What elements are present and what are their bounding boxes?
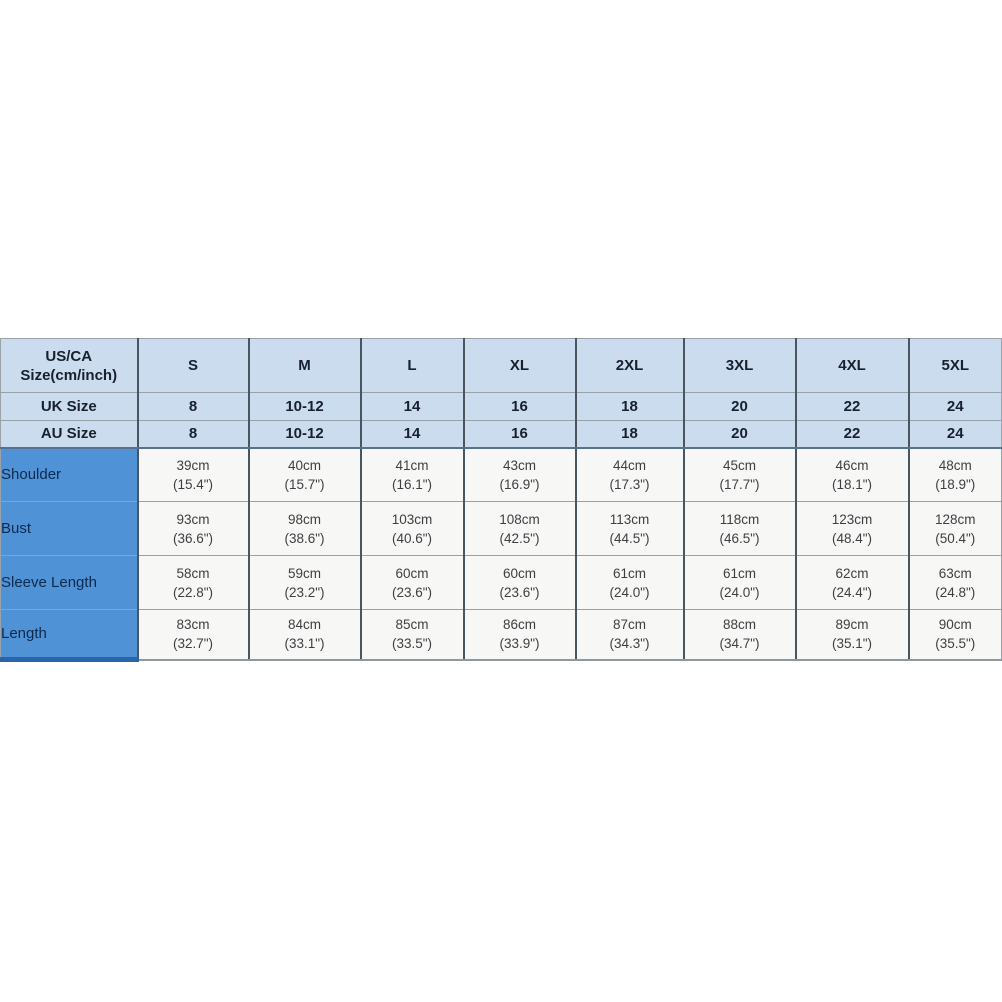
- value-inch: (42.5"): [499, 530, 540, 546]
- measurement-value-cell: [796, 502, 909, 556]
- value-inch: (22.8"): [172, 584, 214, 600]
- size-column-header-l: L: [361, 339, 464, 393]
- value-inch: (18.1"): [831, 476, 873, 492]
- value-cm: 46cm: [835, 457, 869, 473]
- value-inch: (17.3"): [609, 476, 650, 492]
- value-inch: (16.9"): [499, 476, 540, 492]
- value-cm: 108cm: [499, 511, 540, 527]
- row-label-cell: AU Size: [1, 421, 138, 448]
- table-header: [1, 339, 1002, 448]
- size-value-cell: 10-12: [249, 393, 361, 421]
- value-inch: (24.4"): [831, 584, 873, 600]
- value-cm: 40cm: [287, 457, 321, 473]
- value-cm: 58cm: [176, 565, 210, 581]
- size-column-header-s: S: [138, 339, 249, 393]
- value-cm: 83cm: [176, 617, 210, 633]
- value-cm: 61cm: [722, 565, 756, 581]
- value-cm: 39cm: [176, 457, 210, 473]
- measurement-value-cell: [909, 556, 1002, 610]
- header-row: [1, 339, 1002, 393]
- size-value-cell: 22: [796, 421, 909, 448]
- measurement-value-cell: [576, 448, 684, 502]
- value-inch: (15.7"): [284, 476, 325, 492]
- measurement-value-cell: [684, 610, 796, 660]
- measurement-value-cell: [909, 610, 1002, 660]
- row-label-cell: Shoulder: [1, 448, 138, 502]
- value-inch: (34.3"): [609, 636, 650, 652]
- size-value-cell: 24: [909, 393, 1002, 421]
- measurement-value-cell: [684, 502, 796, 556]
- value-cm: 118cm: [719, 511, 760, 527]
- value-cm: 98cm: [287, 511, 321, 527]
- measurement-value-cell: [796, 448, 909, 502]
- measurement-value-cell: [684, 556, 796, 610]
- measurement-row: [1, 610, 1002, 660]
- size-column-header-3xl: 3XL: [684, 339, 796, 393]
- value-cm: 113cm: [609, 511, 650, 527]
- row-label-cell: Bust: [1, 502, 138, 556]
- size-value-cell: 22: [796, 393, 909, 421]
- size-column-header-m: M: [249, 339, 361, 393]
- size-value-cell: 18: [576, 421, 684, 448]
- table-body: [1, 448, 1002, 660]
- measurement-row: [1, 556, 1002, 610]
- size-column-header-4xl: 4XL: [796, 339, 909, 393]
- value-cm: 90cm: [938, 617, 972, 633]
- value-inch: (33.1"): [284, 636, 325, 652]
- value-cm: 60cm: [502, 565, 536, 581]
- au-size-row: [1, 421, 1002, 448]
- value-cm: 45cm: [722, 457, 756, 473]
- size-value-cell: 8: [138, 421, 249, 448]
- row-label-cell: Length: [1, 610, 138, 660]
- measurement-value-cell: [361, 502, 464, 556]
- value-inch: (34.7"): [719, 636, 760, 652]
- measurement-value-cell: [796, 610, 909, 660]
- size-value-cell: 20: [684, 393, 796, 421]
- measurement-value-cell: [138, 556, 249, 610]
- size-value-cell: 14: [361, 393, 464, 421]
- value-inch: (36.6"): [172, 530, 214, 546]
- value-cm: 89cm: [835, 617, 869, 633]
- measurement-value-cell: [464, 610, 576, 660]
- value-inch: (46.5"): [719, 530, 760, 546]
- value-cm: 61cm: [612, 565, 646, 581]
- size-chart-table: [0, 338, 1002, 662]
- value-inch: (17.7"): [719, 476, 760, 492]
- value-cm: 43cm: [502, 457, 536, 473]
- measurement-value-cell: [249, 610, 361, 660]
- measurement-value-cell: [576, 610, 684, 660]
- size-column-header-xl: XL: [464, 339, 576, 393]
- value-cm: 88cm: [722, 617, 756, 633]
- value-inch: (23.2"): [284, 584, 325, 600]
- measurement-value-cell: [361, 448, 464, 502]
- value-inch: (44.5"): [609, 530, 650, 546]
- measurement-value-cell: [464, 556, 576, 610]
- value-inch: (35.1"): [831, 636, 873, 652]
- value-cm: 85cm: [395, 617, 429, 633]
- size-value-cell: 20: [684, 421, 796, 448]
- value-inch: (18.9"): [935, 476, 976, 492]
- measurement-row: [1, 448, 1002, 502]
- measurement-value-cell: [138, 610, 249, 660]
- measurement-value-cell: [249, 448, 361, 502]
- size-value-cell: 18: [576, 393, 684, 421]
- measurement-value-cell: [576, 556, 684, 610]
- value-cm: 62cm: [835, 565, 869, 581]
- value-cm: 93cm: [176, 511, 210, 527]
- value-cm: 41cm: [395, 457, 429, 473]
- value-inch: (23.6"): [499, 584, 540, 600]
- value-inch: (15.4"): [172, 476, 214, 492]
- size-value-cell: 24: [909, 421, 1002, 448]
- uk-size-row: [1, 393, 1002, 421]
- value-inch: (24.8"): [935, 584, 976, 600]
- corner-header-line1: US/CA: [45, 347, 93, 365]
- value-inch: (33.5"): [391, 636, 433, 652]
- measurement-value-cell: [909, 502, 1002, 556]
- value-cm: 87cm: [612, 617, 646, 633]
- measurement-value-cell: [576, 502, 684, 556]
- measurement-value-cell: [464, 502, 576, 556]
- size-column-header-5xl: 5XL: [909, 339, 1002, 393]
- size-value-cell: 16: [464, 421, 576, 448]
- size-column-header-2xl: 2XL: [576, 339, 684, 393]
- value-cm: 59cm: [287, 565, 321, 581]
- value-inch: (40.6"): [391, 530, 433, 546]
- corner-header-cell: [1, 339, 138, 393]
- measurement-value-cell: [909, 448, 1002, 502]
- value-cm: 84cm: [287, 617, 321, 633]
- value-cm: 60cm: [395, 565, 429, 581]
- measurement-value-cell: [138, 448, 249, 502]
- value-inch: (23.6"): [391, 584, 433, 600]
- measurement-value-cell: [361, 556, 464, 610]
- size-value-cell: 10-12: [249, 421, 361, 448]
- value-cm: 86cm: [502, 617, 536, 633]
- measurement-value-cell: [249, 556, 361, 610]
- measurement-value-cell: [249, 502, 361, 556]
- measurement-row: [1, 502, 1002, 556]
- measurement-value-cell: [138, 502, 249, 556]
- measurement-value-cell: [361, 610, 464, 660]
- row-label-cell: Sleeve Length: [1, 556, 138, 610]
- value-cm: 103cm: [391, 511, 433, 527]
- value-cm: 123cm: [831, 511, 873, 527]
- value-inch: (24.0"): [719, 584, 760, 600]
- measurement-value-cell: [684, 448, 796, 502]
- size-value-cell: 14: [361, 421, 464, 448]
- row-label-cell: UK Size: [1, 393, 138, 421]
- value-cm: 48cm: [938, 457, 972, 473]
- value-inch: (24.0"): [609, 584, 650, 600]
- size-value-cell: 8: [138, 393, 249, 421]
- value-cm: 44cm: [612, 457, 646, 473]
- value-cm: 63cm: [938, 565, 972, 581]
- value-inch: (50.4"): [935, 530, 976, 546]
- value-cm: 128cm: [934, 511, 976, 527]
- value-inch: (35.5"): [935, 636, 976, 652]
- value-inch: (38.6"): [284, 530, 325, 546]
- value-inch: (33.9"): [499, 636, 540, 652]
- measurement-value-cell: [796, 556, 909, 610]
- measurement-value-cell: [464, 448, 576, 502]
- value-inch: (16.1"): [391, 476, 433, 492]
- corner-header-line2: Size(cm/inch): [20, 366, 118, 384]
- value-inch: (48.4"): [831, 530, 873, 546]
- size-value-cell: 16: [464, 393, 576, 421]
- value-inch: (32.7"): [172, 636, 214, 652]
